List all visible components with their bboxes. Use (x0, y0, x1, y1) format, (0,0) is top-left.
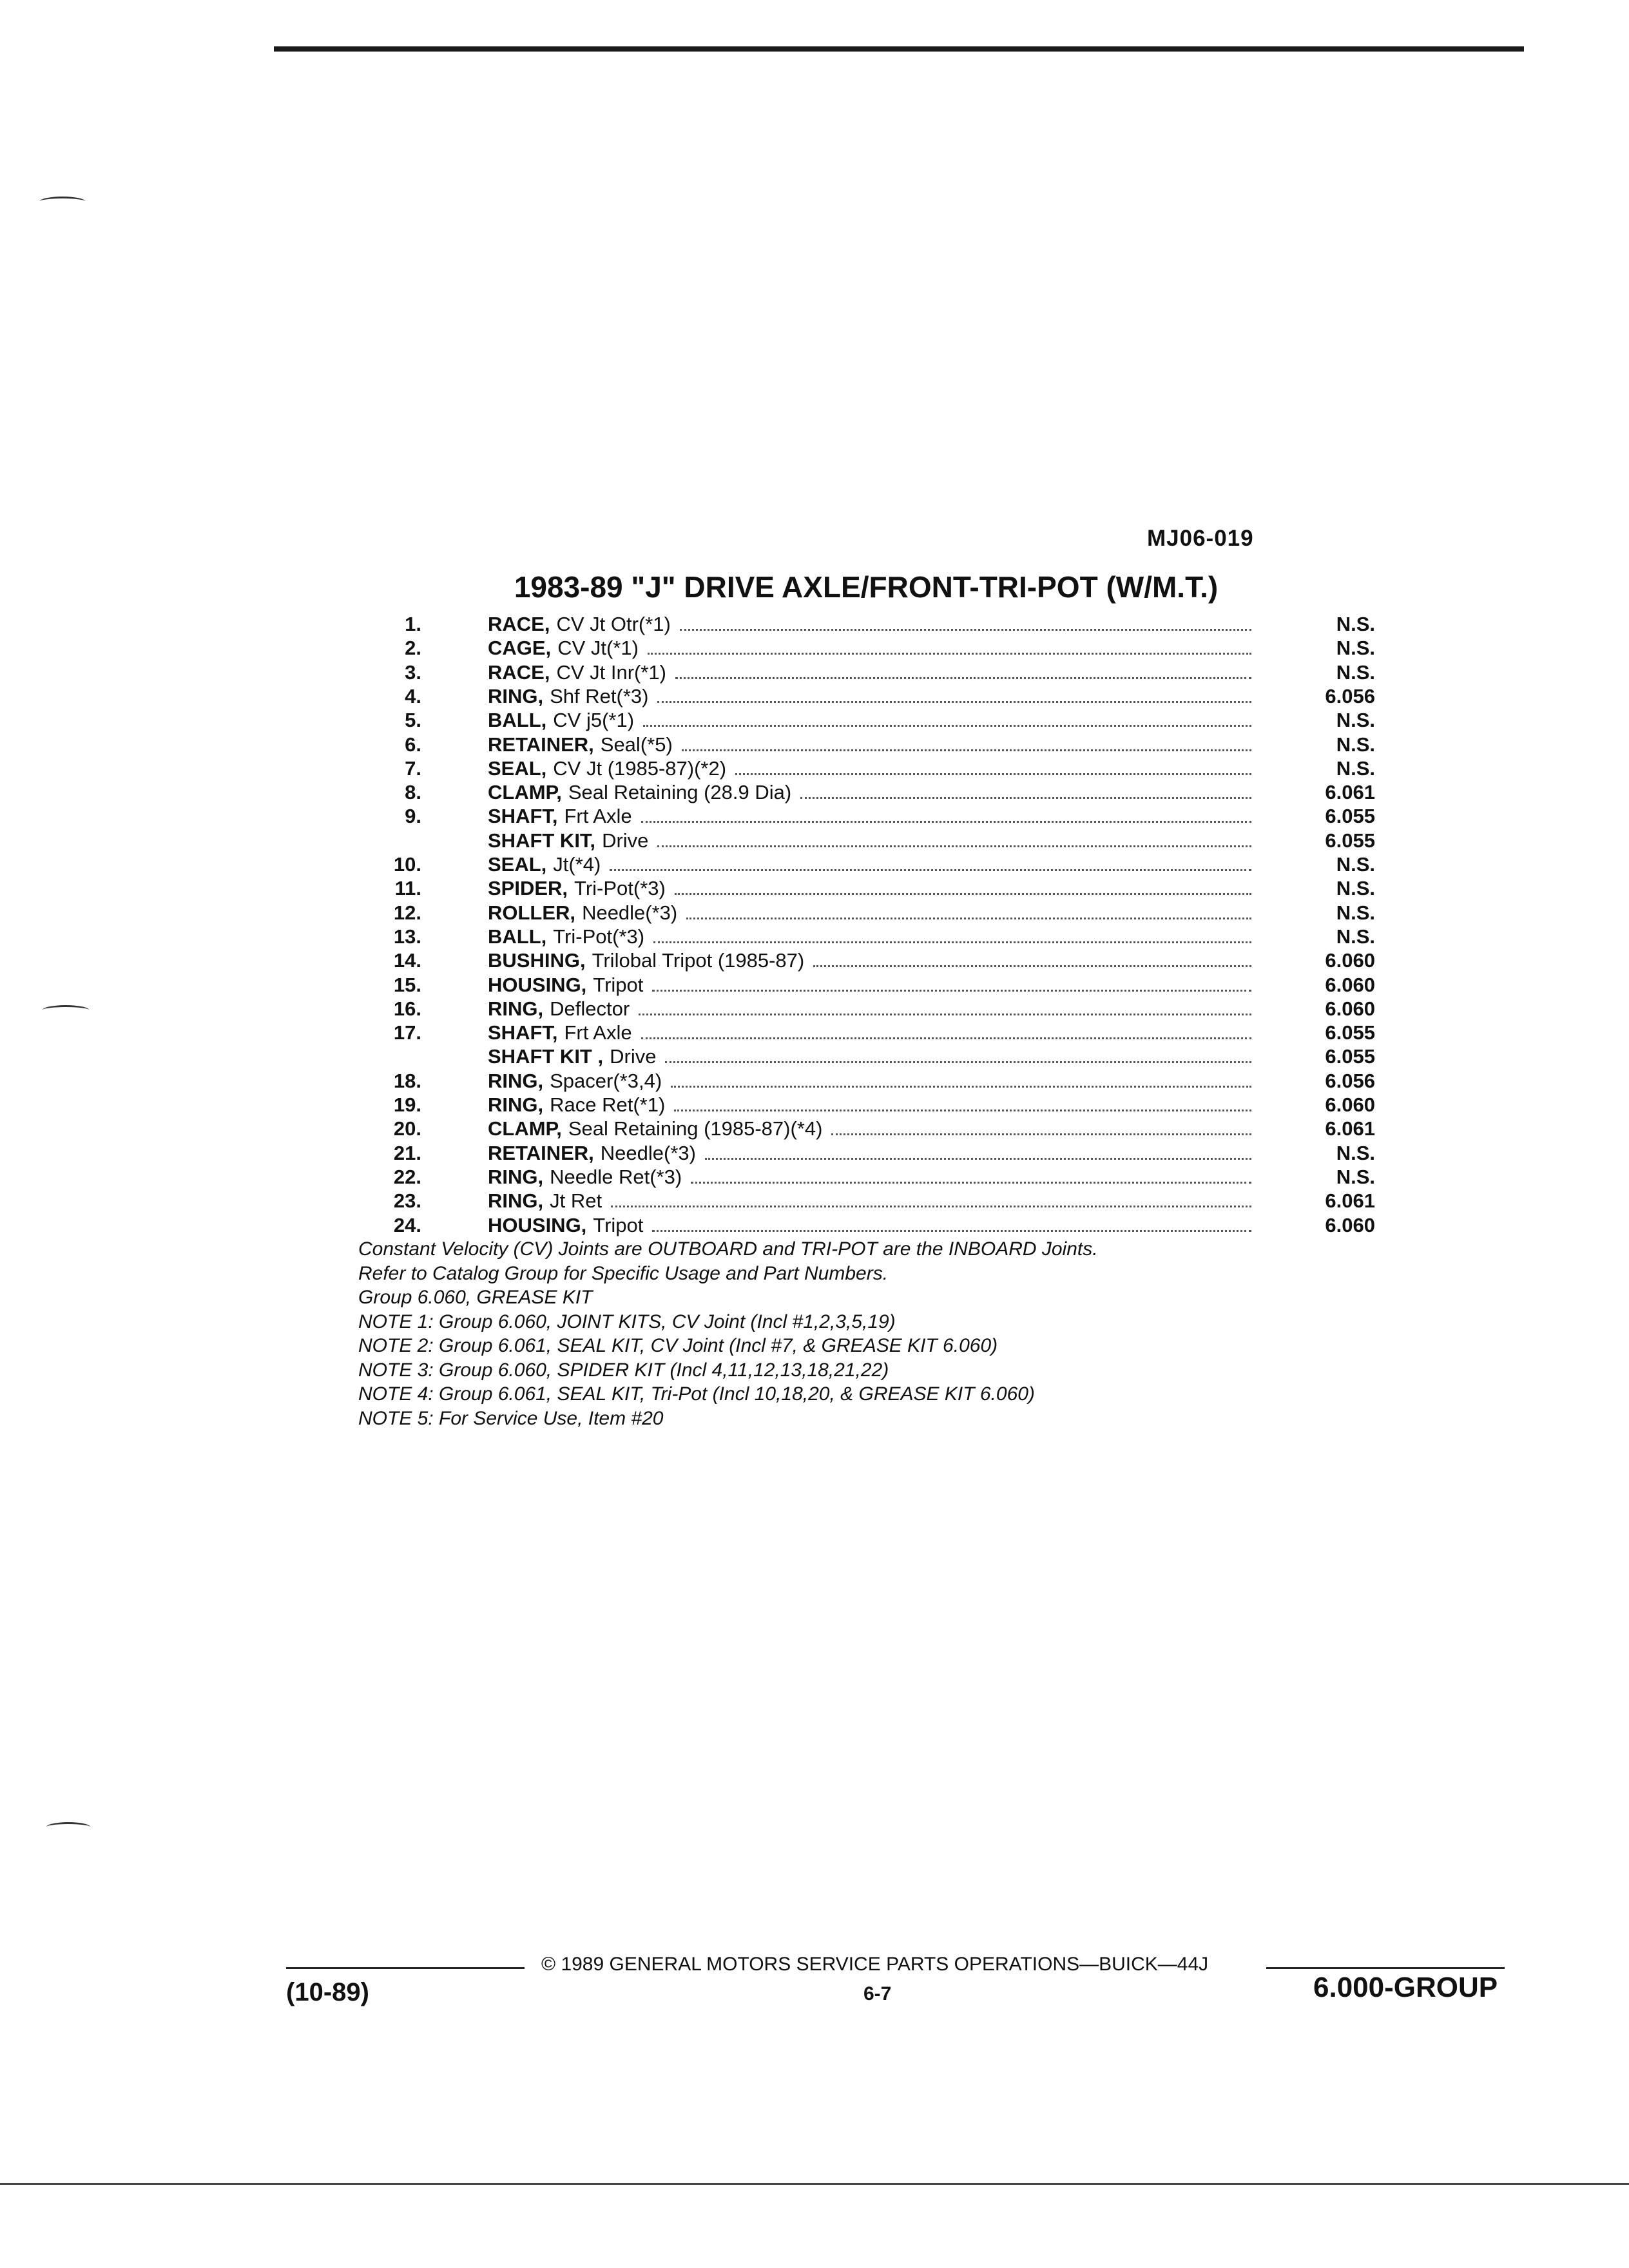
part-description (488, 1165, 1251, 1189)
part-group: N.S. (1336, 660, 1375, 684)
part-description (488, 1213, 1251, 1237)
part-detail: Shf Ret(*3) (550, 684, 649, 707)
part-name: RING, (488, 1165, 544, 1188)
part-row (0, 804, 1629, 828)
part-name: RETAINER, (488, 733, 594, 756)
part-detail: Seal(*5) (600, 733, 673, 756)
part-description (488, 925, 1251, 948)
part-number: 16. (393, 997, 421, 1020)
part-description (488, 636, 1251, 660)
part-detail: CV Jt (1985-87)(*2) (553, 756, 727, 780)
note-line: NOTE 3: Group 6.060, SPIDER KIT (Incl 4,11,12,13,18,21,22) (358, 1359, 889, 1381)
part-group: N.S. (1336, 733, 1375, 756)
part-row (0, 756, 1629, 780)
page-number: 6-7 (863, 1983, 892, 2004)
part-description (488, 997, 1251, 1021)
dot-leader (691, 1182, 1251, 1184)
part-name: RACE, (488, 660, 550, 684)
part-number: 15. (393, 973, 421, 996)
part-group: N.S. (1336, 1141, 1375, 1164)
part-description (488, 804, 1251, 828)
part-group: N.S. (1336, 1165, 1375, 1188)
part-row (0, 925, 1629, 948)
part-row (0, 1189, 1629, 1213)
part-group: 6.060 (1325, 1093, 1375, 1116)
dot-leader (675, 893, 1251, 895)
part-detail: Tripot (593, 1213, 644, 1236)
dot-leader (735, 773, 1251, 775)
part-detail: Seal Retaining (28.9 Dia) (568, 781, 792, 804)
part-name: BALL, (488, 925, 547, 948)
part-name: CAGE, (488, 637, 552, 660)
dot-leader (813, 965, 1251, 967)
note-line: NOTE 2: Group 6.061, SEAL KIT, CV Joint (Incl #7, & GREASE KIT 6.060) (358, 1335, 998, 1356)
part-row (0, 973, 1629, 997)
part-group: 6.055 (1325, 829, 1375, 852)
part-detail: Needle Ret(*3) (550, 1165, 682, 1188)
part-description (488, 1044, 1251, 1068)
part-row (0, 708, 1629, 732)
dot-leader (705, 1158, 1251, 1160)
part-name: RING, (488, 1093, 544, 1116)
part-row (0, 901, 1629, 925)
part-name: SHAFT, (488, 805, 558, 828)
part-name: RING, (488, 1189, 544, 1213)
part-group: N.S. (1336, 925, 1375, 948)
part-name: CLAMP, (488, 781, 562, 804)
part-detail: Jt Ret (550, 1189, 602, 1213)
note-line: Refer to Catalog Group for Specific Usage and Part Numbers. (358, 1262, 889, 1284)
part-description (488, 876, 1251, 900)
part-description (488, 901, 1251, 925)
part-detail: Trilobal Tripot (1985-87) (592, 949, 805, 972)
note-line: Constant Velocity (CV) Joints are OUTBOARD and TRI-POT are the INBOARD Joints. (358, 1238, 1098, 1260)
part-number: 24. (393, 1213, 421, 1236)
notes-block (358, 1237, 1098, 1430)
part-name: CLAMP, (488, 1117, 562, 1140)
part-row (0, 876, 1629, 900)
part-number: 17. (393, 1021, 421, 1044)
dot-leader (648, 653, 1251, 655)
part-description (488, 756, 1251, 780)
footer-rule-right (1266, 1967, 1505, 1969)
part-row (0, 997, 1629, 1021)
part-row (0, 1021, 1629, 1044)
part-description (488, 733, 1251, 756)
part-row (0, 829, 1629, 852)
part-name: SPIDER, (488, 877, 568, 900)
part-number: 10. (393, 853, 421, 876)
part-row (0, 612, 1629, 636)
part-description (488, 1189, 1251, 1213)
part-number: 11. (394, 877, 421, 900)
dot-leader (652, 1230, 1251, 1232)
part-name: HOUSING, (488, 973, 587, 996)
part-number: 19. (393, 1093, 421, 1116)
part-name: BALL, (488, 709, 547, 732)
part-description (488, 1093, 1251, 1117)
dot-leader (831, 1133, 1251, 1135)
part-row (0, 660, 1629, 684)
part-group: 6.060 (1325, 949, 1375, 972)
part-group: 6.061 (1325, 1189, 1375, 1213)
dot-leader (680, 629, 1251, 631)
part-row (0, 1093, 1629, 1117)
dot-leader (665, 1061, 1251, 1063)
dot-leader (641, 821, 1251, 823)
part-group: 6.055 (1325, 805, 1375, 828)
part-number: 3. (405, 660, 421, 684)
part-group: 6.061 (1325, 1117, 1375, 1140)
bottom-rule (0, 2183, 1629, 2185)
part-group: 6.060 (1325, 973, 1375, 996)
part-detail: CV Jt(*1) (557, 637, 639, 660)
note-line: NOTE 1: Group 6.060, JOINT KITS, CV Joint (Incl #1,2,3,5,19) (358, 1311, 896, 1332)
part-name: RING, (488, 997, 544, 1020)
part-description (488, 948, 1251, 972)
document-title: 1983-89 "J" DRIVE AXLE/FRONT-TRI-POT (W/M.T.) (514, 570, 1219, 604)
part-description (488, 1021, 1251, 1044)
part-group: N.S. (1336, 613, 1375, 635)
part-detail: Drive (602, 829, 649, 852)
top-rule (274, 46, 1524, 52)
part-name: SEAL, (488, 853, 547, 876)
part-group: N.S. (1336, 756, 1375, 780)
part-detail: Deflector (550, 997, 630, 1020)
part-detail: Drive (610, 1045, 657, 1068)
part-number: 12. (393, 901, 421, 924)
part-detail: Tripot (593, 973, 644, 996)
part-description (488, 1117, 1251, 1140)
part-number: 2. (405, 637, 421, 660)
part-detail: Frt Axle (564, 1021, 632, 1044)
part-name: SHAFT KIT , (488, 1045, 604, 1068)
part-name: SHAFT, (488, 1021, 558, 1044)
dot-leader (652, 990, 1251, 992)
part-group: 6.060 (1325, 1213, 1375, 1236)
part-name: HOUSING, (488, 1213, 587, 1236)
part-detail: CV j5(*1) (553, 709, 635, 732)
part-row (0, 684, 1629, 708)
part-name: RING, (488, 1069, 544, 1092)
part-description (488, 660, 1251, 684)
part-description (488, 973, 1251, 997)
part-row (0, 1069, 1629, 1093)
part-description (488, 612, 1251, 636)
part-group: N.S. (1336, 901, 1375, 924)
part-detail: Jt(*4) (553, 853, 601, 876)
part-name: RING, (488, 684, 544, 707)
note-line: NOTE 4: Group 6.061, SEAL KIT, Tri-Pot (Incl 10,18,20, & GREASE KIT 6.060) (358, 1383, 1035, 1405)
part-row (0, 636, 1629, 660)
part-group: N.S. (1336, 709, 1375, 732)
margin-mark (46, 1822, 90, 1832)
part-number: 13. (393, 925, 421, 948)
part-detail: Frt Axle (564, 805, 632, 828)
copyright-text: © 1989 GENERAL MOTORS SERVICE PARTS OPERATIONS—BUICK—44J (541, 1954, 1209, 1975)
part-row (0, 1044, 1629, 1068)
date-code: (10-89) (286, 1978, 369, 2006)
part-description (488, 708, 1251, 732)
part-detail: Tri-Pot(*3) (574, 877, 666, 900)
note-line: NOTE 5: For Service Use, Item #20 (358, 1407, 664, 1429)
part-description (488, 1069, 1251, 1093)
part-description (488, 829, 1251, 852)
part-name: SHAFT KIT, (488, 829, 596, 852)
part-detail: CV Jt Inr(*1) (556, 660, 666, 684)
part-number: 6. (405, 733, 421, 756)
part-name: RETAINER, (488, 1141, 594, 1164)
part-row (0, 852, 1629, 876)
dot-leader (611, 1206, 1251, 1207)
dot-leader (686, 918, 1251, 919)
part-group: 6.056 (1325, 1069, 1375, 1092)
dot-leader (643, 725, 1251, 727)
part-number: 5. (405, 709, 421, 732)
part-group: N.S. (1336, 853, 1375, 876)
part-name: RACE, (488, 613, 550, 635)
part-number: 8. (405, 781, 421, 804)
dot-leader (657, 845, 1251, 847)
dot-leader (657, 701, 1251, 703)
part-group: 6.055 (1325, 1021, 1375, 1044)
part-group: 6.061 (1325, 781, 1375, 804)
part-detail: Tri-Pot(*3) (553, 925, 645, 948)
dot-leader (675, 677, 1251, 679)
part-number: 20. (393, 1117, 421, 1140)
dot-leader (674, 1110, 1251, 1111)
part-group: N.S. (1336, 877, 1375, 900)
part-detail: Race Ret(*1) (550, 1093, 666, 1116)
part-detail: Seal Retaining (1985-87)(*4) (568, 1117, 823, 1140)
dot-leader (682, 749, 1251, 751)
part-row (0, 1117, 1629, 1140)
dot-leader (800, 797, 1251, 799)
footer-rule-left (286, 1967, 525, 1969)
part-number: 23. (393, 1189, 421, 1213)
dot-leader (610, 869, 1251, 871)
part-name: ROLLER, (488, 901, 576, 924)
part-group: 6.056 (1325, 684, 1375, 707)
dot-leader (641, 1037, 1251, 1039)
part-row (0, 780, 1629, 804)
part-description (488, 1141, 1251, 1165)
margin-mark (40, 197, 85, 206)
part-description (488, 852, 1251, 876)
part-detail: CV Jt Otr(*1) (556, 613, 671, 635)
part-row (0, 1165, 1629, 1189)
part-number: 22. (393, 1165, 421, 1188)
part-group: N.S. (1336, 637, 1375, 660)
part-group: 6.060 (1325, 997, 1375, 1020)
part-number: 9. (405, 805, 421, 828)
note-line: Group 6.060, GREASE KIT (358, 1287, 593, 1308)
part-description (488, 684, 1251, 708)
part-row (0, 733, 1629, 756)
part-group: 6.055 (1325, 1045, 1375, 1068)
document-code: MJ06-019 (1147, 526, 1254, 551)
part-number: 21. (393, 1141, 421, 1164)
part-description (488, 780, 1251, 804)
part-number: 4. (405, 684, 421, 707)
dot-leader (653, 941, 1251, 943)
part-name: SEAL, (488, 756, 547, 780)
part-number: 14. (393, 949, 421, 972)
group-label: 6.000-GROUP (1313, 1972, 1498, 2003)
dot-leader (671, 1086, 1251, 1088)
part-number: 7. (405, 756, 421, 780)
part-row (0, 948, 1629, 972)
part-detail: Spacer(*3,4) (550, 1069, 662, 1092)
part-detail: Needle(*3) (582, 901, 678, 924)
part-detail: Needle(*3) (600, 1141, 696, 1164)
part-row (0, 1141, 1629, 1165)
part-number: 18. (393, 1069, 421, 1092)
part-name: BUSHING, (488, 949, 586, 972)
dot-leader (639, 1014, 1251, 1015)
part-number: 1. (405, 613, 421, 635)
part-row (0, 1213, 1629, 1237)
